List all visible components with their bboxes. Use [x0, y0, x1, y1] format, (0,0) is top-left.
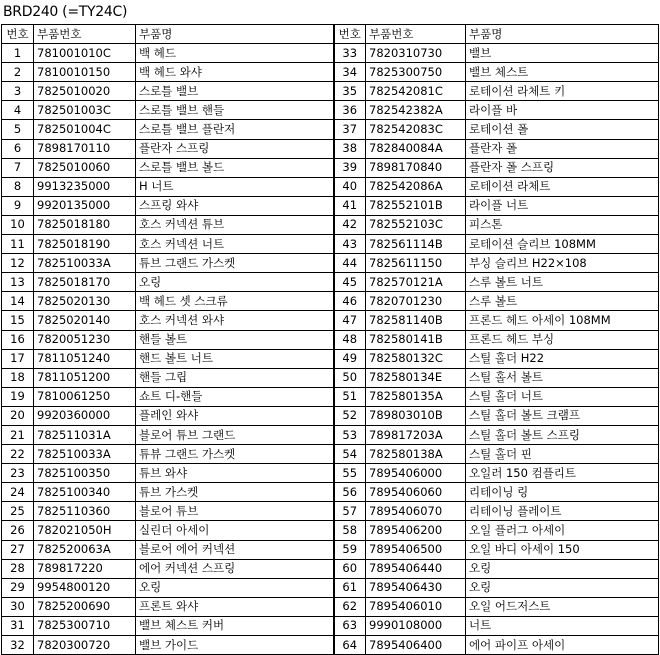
table-row	[2, 273, 659, 292]
part-name-cell: 리테이닝 링	[466, 483, 659, 502]
part-number-cell: 5	[2, 120, 34, 139]
part-number-cell: 14	[2, 292, 34, 311]
part-code-cell: 7825300710	[34, 616, 136, 635]
table-row	[2, 215, 659, 234]
parts-table	[1, 24, 659, 655]
part-name-cell: 밸브 체스트 커버	[136, 616, 334, 635]
table-row	[2, 445, 659, 464]
part-number-cell: 21	[2, 425, 34, 444]
part-code-cell: 7895406000	[366, 464, 466, 483]
part-number-cell: 36	[334, 101, 366, 120]
part-number-cell: 16	[2, 330, 34, 349]
part-name-cell: 스로틀 밸브 핸들	[136, 101, 334, 120]
part-code-cell: 7895406060	[366, 483, 466, 502]
part-name-cell: 너트	[466, 616, 659, 635]
part-code-cell: 7895406440	[366, 559, 466, 578]
table-row	[2, 330, 659, 349]
table-row	[2, 387, 659, 406]
part-name-cell: 프론트 와샤	[136, 597, 334, 616]
part-name-cell: 스로틀 밸브 플란저	[136, 120, 334, 139]
part-number-cell: 51	[334, 387, 366, 406]
table-row	[2, 63, 659, 82]
table-row	[2, 44, 659, 63]
part-code-cell: 7810061250	[34, 387, 136, 406]
table-row	[2, 311, 659, 330]
part-code-cell: 7820300720	[34, 636, 136, 655]
part-number-cell: 32	[2, 636, 34, 655]
part-number-cell: 8	[2, 177, 34, 196]
part-name-cell: 에어 커넥션 스프링	[136, 559, 334, 578]
table-row	[2, 235, 659, 254]
table-row	[2, 158, 659, 177]
part-code-cell: 782552103C	[366, 215, 466, 234]
part-number-cell: 22	[2, 445, 34, 464]
part-code-cell: 7825200690	[34, 597, 136, 616]
part-code-cell: 7825300750	[366, 63, 466, 82]
table-row	[2, 254, 659, 273]
part-name-cell: 스로틀 밸브	[136, 82, 334, 101]
part-number-cell: 6	[2, 139, 34, 158]
part-code-cell: 789803010B	[366, 406, 466, 425]
part-number-cell: 2	[2, 63, 34, 82]
part-name-cell: 프론드 헤드 아세이 108MM	[466, 311, 659, 330]
part-code-cell: 7898170110	[34, 139, 136, 158]
part-code-cell: 7810010150	[34, 63, 136, 82]
part-number-cell: 58	[334, 521, 366, 540]
part-code-cell: 7895406500	[366, 540, 466, 559]
part-number-cell: 60	[334, 559, 366, 578]
table-row	[2, 616, 659, 635]
part-name-cell: 백 헤드	[136, 44, 334, 63]
part-code-cell: 782501004C	[34, 120, 136, 139]
part-number-cell: 59	[334, 540, 366, 559]
part-number-cell: 7	[2, 158, 34, 177]
part-number-cell: 54	[334, 445, 366, 464]
part-code-cell: 9990108000	[366, 616, 466, 635]
part-name-cell: 플란자 폴 스프링	[466, 158, 659, 177]
part-code-cell: 7898170840	[366, 158, 466, 177]
part-name-cell: 오링	[466, 559, 659, 578]
table-row	[2, 120, 659, 139]
part-number-cell: 26	[2, 521, 34, 540]
part-number-cell: 11	[2, 235, 34, 254]
part-name-cell: 스틸 홀더 볼트 크램프	[466, 406, 659, 425]
part-name-cell: 로테이션 라체트 키	[466, 82, 659, 101]
part-code-cell: 9954800120	[34, 578, 136, 597]
part-name-cell: 오일 바디 아세이 150	[466, 540, 659, 559]
part-name-cell: 밸브 가이드	[136, 636, 334, 655]
part-code-cell: 782580138A	[366, 445, 466, 464]
part-code-cell: 7895406400	[366, 636, 466, 655]
part-name-cell: 라이플 바	[466, 101, 659, 120]
part-code-cell: 7825100340	[34, 483, 136, 502]
part-name-cell: 튜뷰 그랜드 가스켓	[136, 445, 334, 464]
part-number-cell: 57	[334, 502, 366, 521]
part-number-cell: 40	[334, 177, 366, 196]
part-number-cell: 52	[334, 406, 366, 425]
part-code-cell: 782542083C	[366, 120, 466, 139]
header-part-no-left: 부품번호	[34, 25, 136, 44]
part-code-cell: 782021050H	[34, 521, 136, 540]
part-number-cell: 55	[334, 464, 366, 483]
part-name-cell: 스틸 홀더 핀	[466, 445, 659, 464]
part-number-cell: 44	[334, 254, 366, 273]
part-name-cell: 호스 커넥션 너트	[136, 235, 334, 254]
table-row	[2, 101, 659, 120]
part-name-cell: H 너트	[136, 177, 334, 196]
part-name-cell: 쇼트 디-핸들	[136, 387, 334, 406]
part-name-cell: 스틸 홀더 H22	[466, 349, 659, 368]
part-number-cell: 46	[334, 292, 366, 311]
part-name-cell: 리테이닝 플레이트	[466, 502, 659, 521]
table-row	[2, 177, 659, 196]
part-number-cell: 29	[2, 578, 34, 597]
part-code-cell: 782840084A	[366, 139, 466, 158]
part-number-cell: 48	[334, 330, 366, 349]
part-number-cell: 31	[2, 616, 34, 635]
part-code-cell: 782510033A	[34, 445, 136, 464]
part-number-cell: 43	[334, 235, 366, 254]
part-code-cell: 781001010C	[34, 44, 136, 63]
part-number-cell: 37	[334, 120, 366, 139]
table-header-row	[2, 25, 659, 44]
part-name-cell: 밸브 체스트	[466, 63, 659, 82]
part-code-cell: 782501003C	[34, 101, 136, 120]
table-row	[2, 559, 659, 578]
part-number-cell: 24	[2, 483, 34, 502]
table-row	[2, 349, 659, 368]
part-name-cell: 블로어 튜브 그랜드	[136, 425, 334, 444]
table-row	[2, 636, 659, 655]
header-part-no-right: 부품번호	[366, 25, 466, 44]
part-code-cell: 782542382A	[366, 101, 466, 120]
part-code-cell: 782580141B	[366, 330, 466, 349]
part-code-cell: 9920135000	[34, 196, 136, 215]
table-row	[2, 196, 659, 215]
part-name-cell: 부싱 슬리브 H22×108	[466, 254, 659, 273]
part-number-cell: 42	[334, 215, 366, 234]
part-code-cell: 7895406010	[366, 597, 466, 616]
part-name-cell: 튜브 그랜드 가스켓	[136, 254, 334, 273]
part-name-cell: 스로틀 밸브 볼드	[136, 158, 334, 177]
part-number-cell: 61	[334, 578, 366, 597]
part-code-cell: 7825018190	[34, 235, 136, 254]
part-number-cell: 17	[2, 349, 34, 368]
table-row	[2, 368, 659, 387]
part-name-cell: 오일 어드저스트	[466, 597, 659, 616]
part-name-cell: 백 헤드 셋 스크류	[136, 292, 334, 311]
part-code-cell: 7825010020	[34, 82, 136, 101]
part-name-cell: 오링	[466, 578, 659, 597]
part-name-cell: 프론드 헤드 부싱	[466, 330, 659, 349]
part-name-cell: 플란자 스프링	[136, 139, 334, 158]
part-name-cell: 에어 파이프 아세이	[466, 636, 659, 655]
part-name-cell: 피스톤	[466, 215, 659, 234]
part-number-cell: 41	[334, 196, 366, 215]
header-name-left: 부품명	[136, 25, 334, 44]
table-row	[2, 82, 659, 101]
part-code-cell: 782552101B	[366, 196, 466, 215]
part-number-cell: 15	[2, 311, 34, 330]
part-number-cell: 20	[2, 406, 34, 425]
part-code-cell: 782542081C	[366, 82, 466, 101]
part-number-cell: 25	[2, 502, 34, 521]
part-name-cell: 블로어 튜브	[136, 502, 334, 521]
part-name-cell: 핸들 볼트	[136, 330, 334, 349]
part-number-cell: 62	[334, 597, 366, 616]
part-code-cell: 7825100350	[34, 464, 136, 483]
part-name-cell: 튜브 가스켓	[136, 483, 334, 502]
part-number-cell: 12	[2, 254, 34, 273]
table-row	[2, 425, 659, 444]
part-number-cell: 35	[334, 82, 366, 101]
part-code-cell: 782580134E	[366, 368, 466, 387]
part-name-cell: 오일러 150 컴플리트	[466, 464, 659, 483]
part-code-cell: 9920360000	[34, 406, 136, 425]
part-number-cell: 18	[2, 368, 34, 387]
part-code-cell: 7820051230	[34, 330, 136, 349]
part-code-cell: 7811051200	[34, 368, 136, 387]
part-number-cell: 34	[334, 63, 366, 82]
part-name-cell: 실린더 아세이	[136, 521, 334, 540]
part-name-cell: 오링	[136, 578, 334, 597]
part-code-cell: 7811051240	[34, 349, 136, 368]
table-row	[2, 483, 659, 502]
part-name-cell: 스루 볼트	[466, 292, 659, 311]
part-name-cell: 블로어 에어 커넥션	[136, 540, 334, 559]
part-number-cell: 27	[2, 540, 34, 559]
part-number-cell: 64	[334, 636, 366, 655]
table-row	[2, 406, 659, 425]
part-number-cell: 49	[334, 349, 366, 368]
part-code-cell: 782520063A	[34, 540, 136, 559]
table-row	[2, 502, 659, 521]
part-number-cell: 19	[2, 387, 34, 406]
table-row	[2, 139, 659, 158]
part-name-cell: 오링	[136, 273, 334, 292]
table-row	[2, 521, 659, 540]
part-code-cell: 7820310730	[366, 44, 466, 63]
part-name-cell: 오일 플러그 아세이	[466, 521, 659, 540]
part-name-cell: 로테이션 라체트	[466, 177, 659, 196]
part-name-cell: 튜브 와샤	[136, 464, 334, 483]
part-code-cell: 7895406430	[366, 578, 466, 597]
part-number-cell: 63	[334, 616, 366, 635]
part-code-cell: 782581140B	[366, 311, 466, 330]
part-name-cell: 밸브	[466, 44, 659, 63]
part-code-cell: 782570121A	[366, 273, 466, 292]
part-number-cell: 13	[2, 273, 34, 292]
table-row	[2, 464, 659, 483]
part-name-cell: 스프링 와샤	[136, 196, 334, 215]
part-code-cell: 7825018170	[34, 273, 136, 292]
part-code-cell: 7825020140	[34, 311, 136, 330]
header-num-left: 번호	[2, 25, 34, 44]
table-row	[2, 540, 659, 559]
part-code-cell: 789817203A	[366, 425, 466, 444]
part-code-cell: 782510033A	[34, 254, 136, 273]
part-code-cell: 7820701230	[366, 292, 466, 311]
header-name-right: 부품명	[466, 25, 659, 44]
part-code-cell: 7825018180	[34, 215, 136, 234]
header-num-right: 번호	[334, 25, 366, 44]
part-code-cell: 782542086A	[366, 177, 466, 196]
table-row	[2, 597, 659, 616]
part-name-cell: 로테이션 슬리브 108MM	[466, 235, 659, 254]
part-number-cell: 4	[2, 101, 34, 120]
part-number-cell: 38	[334, 139, 366, 158]
part-name-cell: 플레인 와샤	[136, 406, 334, 425]
part-name-cell: 핸들 그립	[136, 368, 334, 387]
part-number-cell: 23	[2, 464, 34, 483]
part-number-cell: 39	[334, 158, 366, 177]
part-code-cell: 782580135A	[366, 387, 466, 406]
table-row	[2, 292, 659, 311]
part-name-cell: 스틸 홀서 볼트	[466, 368, 659, 387]
part-name-cell: 스틸 홀더 너트	[466, 387, 659, 406]
part-name-cell: 호스 커넥션 튜브	[136, 215, 334, 234]
part-number-cell: 10	[2, 215, 34, 234]
part-code-cell: 782561114B	[366, 235, 466, 254]
part-code-cell: 7825110360	[34, 502, 136, 521]
part-code-cell: 7825611150	[366, 254, 466, 273]
part-number-cell: 9	[2, 196, 34, 215]
document-title: BRD240 (=TY24C)	[3, 4, 128, 20]
part-number-cell: 56	[334, 483, 366, 502]
part-number-cell: 30	[2, 597, 34, 616]
part-name-cell: 핸드 볼트 너트	[136, 349, 334, 368]
part-number-cell: 45	[334, 273, 366, 292]
part-name-cell: 스틸 홀더 볼트 스프링	[466, 425, 659, 444]
part-code-cell: 782511031A	[34, 425, 136, 444]
part-name-cell: 백 헤드 와샤	[136, 63, 334, 82]
part-number-cell: 28	[2, 559, 34, 578]
part-code-cell: 782580132C	[366, 349, 466, 368]
part-name-cell: 라이플 너트	[466, 196, 659, 215]
part-code-cell: 7895406200	[366, 521, 466, 540]
part-code-cell: 789817220	[34, 559, 136, 578]
part-name-cell: 호스 커넥션 와샤	[136, 311, 334, 330]
part-code-cell: 7825020130	[34, 292, 136, 311]
table-row	[2, 578, 659, 597]
part-number-cell: 1	[2, 44, 34, 63]
part-name-cell: 플란자 폴	[466, 139, 659, 158]
part-number-cell: 3	[2, 82, 34, 101]
part-name-cell: 로테이션 폴	[466, 120, 659, 139]
part-number-cell: 53	[334, 425, 366, 444]
part-number-cell: 50	[334, 368, 366, 387]
part-number-cell: 33	[334, 44, 366, 63]
part-code-cell: 7825010060	[34, 158, 136, 177]
part-number-cell: 47	[334, 311, 366, 330]
part-name-cell: 스루 볼트 너트	[466, 273, 659, 292]
part-code-cell: 7895406070	[366, 502, 466, 521]
part-code-cell: 9913235000	[34, 177, 136, 196]
